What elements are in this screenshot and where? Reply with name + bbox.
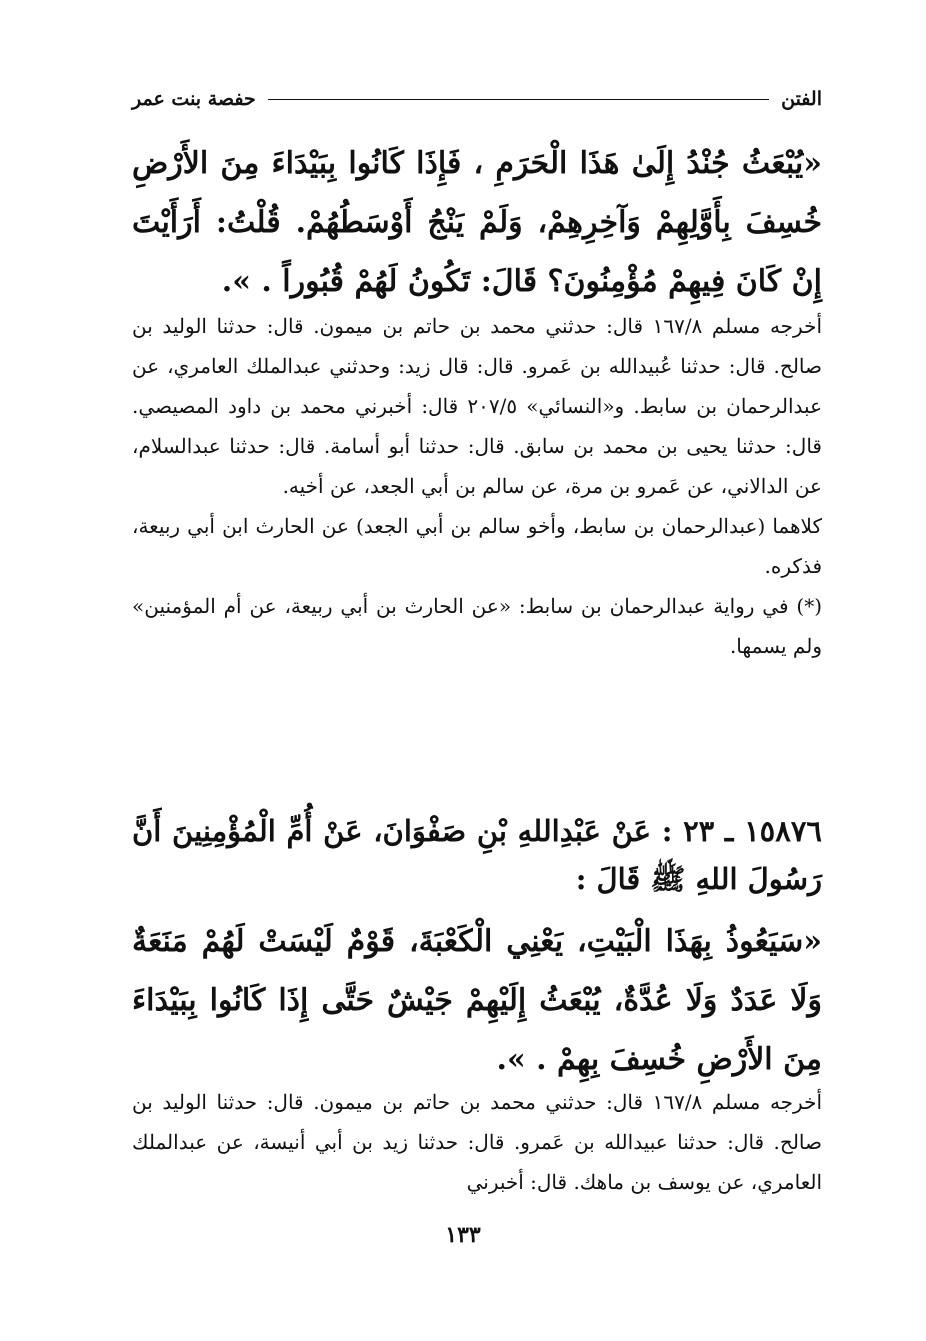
running-header: [132, 84, 822, 114]
hadith-2-text: «سَيَعُوذُ بِهَذَا الْبَيْتِ، يَعْنِي الْكَعْبَةَ، قَوْمٌ لَيْسَتْ لَهُمْ مَنَعَةٌ وَلَا عَدَدٌ وَلَا عُدَّةٌ، يُبْعَثُ إِلَيْهِمْ جَيْشٌ حَتَّى إِذَا كَانُوا بِبَيْدَاءَ مِنَ الأَرْضِ خُسِفَ بِهِمْ . ».: [132, 924, 822, 1077]
takhrij-2-paragraph: أخرجه مسلم ١٦٧/٨ قال: حدثني محمد بن حاتم بن ميمون. قال: حدثنا الوليد بن صالح. قال: حدثنا عبيدالله بن عَمرو. قال: حدثنا زيد بن أبي أنيسة، عن عبدالملك العامري، عن يوسف بن ماهك. قال: أخبرني: [132, 1090, 822, 1194]
hadith-1-text: «يُبْعَثُ جُنْدُ إِلَىٰ هَذَا الْحَرَمِ ، فَإِذَا كَانُوا بِبَيْدَاءَ مِنَ الأَرْضِ خُسِفَ بِأَوَّلِهِمْ وَآخِرِهِمْ، وَلَمْ يَنْجُ أَوْسَطُهُمْ. قُلْتُ: أَرَأَيْتَ إِنْ كَانَ فِيهِمْ مُؤْمِنُونَ؟ قَالَ: تَكُونُ لَهُمْ قُبُوراً . ».: [132, 146, 822, 299]
takhrij-1-paragraph: أخرجه مسلم ١٦٧/٨ قال: حدثني محمد بن حاتم بن ميمون. قال: حدثنا الوليد بن صالح. قال: حدثنا عُبيدالله بن عَمرو. قال: قال زيد: وحدثني عبدالملك العامري، عن عبدالرحمان بن سابط. و«النسائي» ٢٠٧/٥ قال: أخبرني محمد بن داود المصيصي. قال: حدثنا يحيى بن محمد بن سابق. قال: حدثنا أبو أسامة. قال: حدثنا عبدالسلام، عن الدالاني، عن عَمرو بن مرة، عن سالم بن أبي الجعد، عن أخيه.: [132, 314, 822, 498]
chapter-title: الفتن: [781, 88, 822, 110]
page-number: ١٣٣: [445, 1222, 481, 1248]
hadith-2-isnad: ١٥٨٧٦ ـ ٢٣ : عَنْ عَبْدِاللهِ بْنِ صَفْوَانَ، عَنْ أُمِّ الْمُؤْمِنِينَ أَنَّ رَسُولَ اللهِ ﷺ قَالَ :: [132, 814, 822, 896]
takhrij-1: [132, 306, 822, 666]
book-title: حفصة بنت عمر: [132, 88, 256, 110]
takhrij-1-paragraph: كلاهما (عبدالرحمان بن سابط، وأخو سالم بن أبي الجعد) عن الحارث ابن أبي ربيعة، فذكره.: [132, 514, 822, 578]
takhrij-2: [132, 1082, 822, 1202]
takhrij-1-note: (*) في رواية عبدالرحمان بن سابط: «عن الحارث بن أبي ربيعة، عن أم المؤمنين» ولم يسمها.: [132, 594, 822, 658]
header-rule: [268, 99, 769, 100]
